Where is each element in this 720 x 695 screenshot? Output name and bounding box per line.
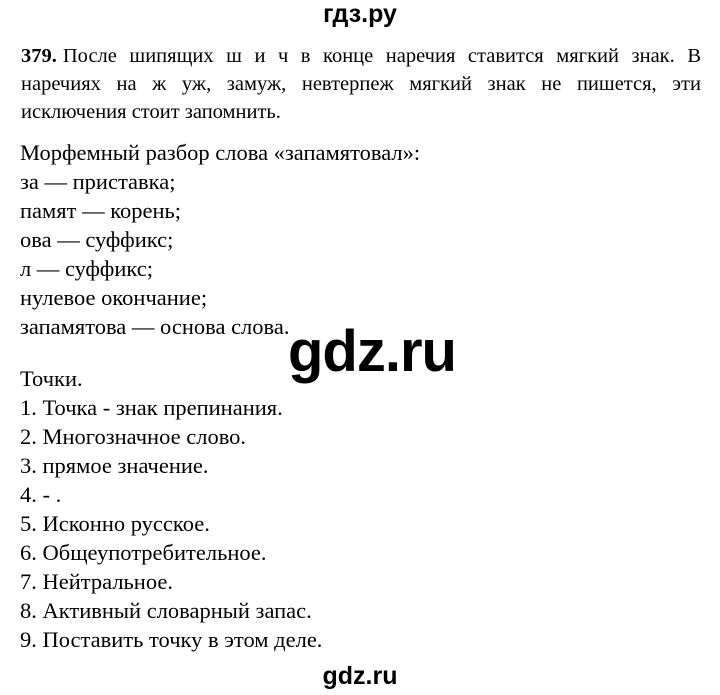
- dots-block: [20, 364, 322, 654]
- dots-item: 5. Исконно русское.: [20, 511, 210, 536]
- morph-line: памят — корень;: [20, 198, 182, 223]
- morph-title: Морфемный разбор слова «запамятовал»:: [20, 140, 421, 165]
- dots-item: 1. Точка - знак препинания.: [20, 395, 283, 420]
- morph-line: за — приставка;: [20, 169, 176, 194]
- dots-item: 8. Активный словарный запас.: [20, 598, 312, 623]
- dots-item: 2. Многозначное слово.: [20, 424, 247, 449]
- task-number: 379.: [21, 45, 57, 67]
- task-text: После шипящих ш и ч в конце наречия ставится мягкий знак. В наречиях на ж уж, замуж, невтерпеж мягкий знак не пишется, эти исключения стоит запомнить.: [21, 45, 701, 123]
- site-header: гдз.ру: [323, 0, 397, 28]
- morph-block: [20, 138, 420, 341]
- dots-item: 9. Поставить точку в этом деле.: [20, 627, 323, 652]
- watermark: gdz.ru: [288, 319, 456, 384]
- site-footer: gdz.ru: [322, 662, 398, 690]
- morph-line: запамятова — основа слова.: [20, 314, 290, 339]
- dots-item: 3. прямое значение.: [20, 453, 209, 478]
- dots-title: Точки.: [20, 366, 83, 391]
- morph-line: нулевое окончание;: [20, 285, 208, 310]
- dots-item: 6. Общеупотребительное.: [20, 540, 267, 565]
- morph-line: ова — суффикс;: [20, 227, 174, 252]
- morph-line: л — суффикс;: [20, 256, 154, 281]
- dots-item: 7. Нейтральное.: [20, 569, 173, 594]
- task-paragraph: [21, 42, 701, 126]
- dots-item: 4. - .: [20, 482, 62, 507]
